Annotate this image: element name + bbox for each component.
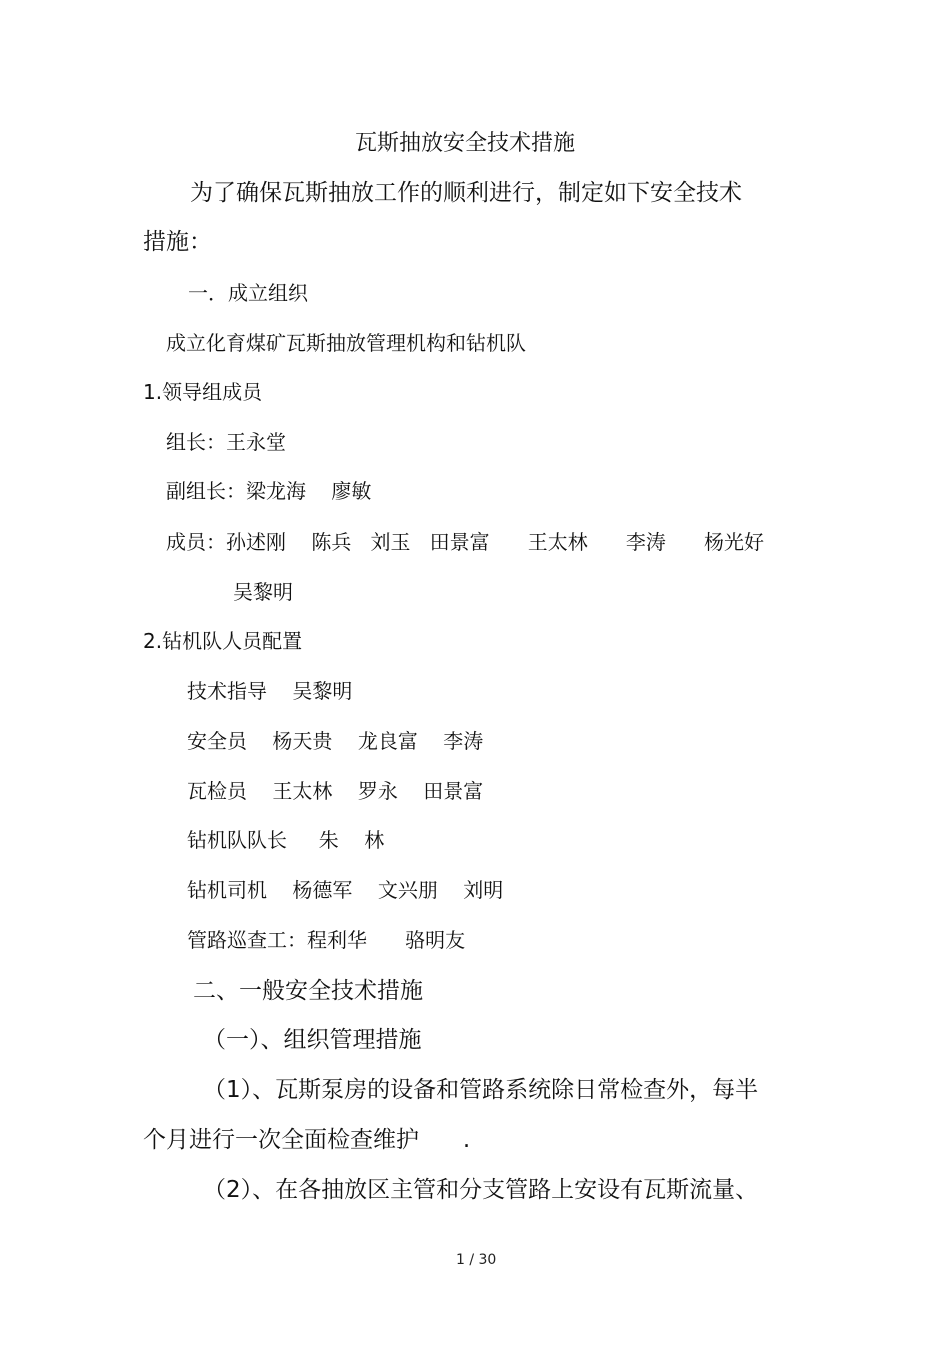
drill-team-captain: 钻机队队长 朱 林 [187,828,385,852]
page-indicator: 1 / 30 [456,1252,497,1268]
safety-officers: 安全员 杨天贵 龙良富 李涛 [187,729,484,753]
pipeline-inspectors: 管路巡查工：程利华 骆明友 [187,928,466,952]
drill-operators: 钻机司机 杨德军 文兴朋 刘明 [187,878,504,902]
document-title: 瓦斯抽放安全技术措施 [355,131,576,156]
members-line-2: 吴黎明 [233,580,293,604]
deputy-leaders: 副组长：梁龙海 廖敏 [166,479,372,503]
subsection-1-heading: （一）、组织管理措施 [203,1027,422,1053]
item-1-line-2: 个月进行一次全面检查维护 . [143,1127,471,1153]
intro-paragraph-line-2: 措施： [143,229,212,255]
item-2-line-1: （2）、在各抽放区主管和分支管路上安设有瓦斯流量、 [203,1177,759,1203]
intro-paragraph-line-1: 为了确保瓦斯抽放工作的顺利进行，制定如下安全技术 [190,180,742,206]
leadership-heading: 1.领导组成员 [143,380,263,404]
drill-team-heading: 2.钻机队人员配置 [143,629,303,653]
item-1-line-1: （1）、瓦斯泵房的设备和管路系统除日常检查外，每半 [203,1077,759,1103]
group-leader: 组长：王永堂 [166,430,286,454]
members-line-1: 成员：孙述刚 陈兵 刘玉 田景富 王太林 李涛 杨光好 [166,530,765,554]
gas-inspectors: 瓦检员 王太林 罗永 田景富 [187,779,484,803]
section-1-heading: 一．成立组织 [188,281,308,305]
technical-guidance: 技术指导 吴黎明 [187,679,353,703]
section-2-heading: 二、一般安全技术措施 [193,978,423,1004]
section-1-subheading: 成立化育煤矿瓦斯抽放管理机构和钻机队 [166,331,526,355]
